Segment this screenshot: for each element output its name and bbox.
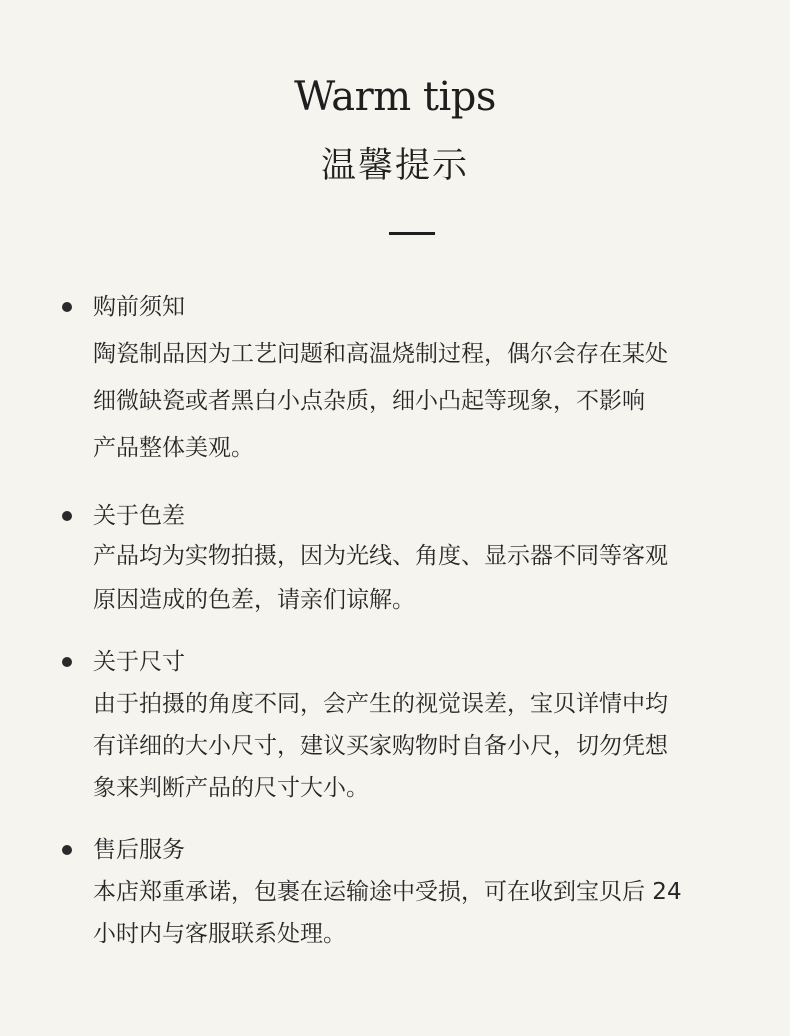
- section-text-line: 产品均为实物拍摄，因为光线、角度、显示器不同等客观: [93, 543, 668, 569]
- section-title: 关于色差: [93, 503, 185, 529]
- section-text-line: 细微缺瓷或者黑白小点杂质，细小凸起等现象，不影响: [93, 388, 645, 414]
- title-divider: [389, 232, 435, 235]
- page-title-english: Warm tips: [294, 74, 496, 120]
- section-title: 关于尺寸: [93, 649, 185, 675]
- section-text-line: 本店郑重承诺，包裹在运输途中受损，可在收到宝贝后 24: [93, 879, 682, 905]
- section-text-line: 陶瓷制品因为工艺问题和高温烧制过程，偶尔会存在某处: [93, 341, 668, 367]
- section-text-line: 象来判断产品的尺寸大小。: [93, 775, 369, 801]
- bullet-icon: [62, 511, 72, 521]
- section-title: 购前须知: [93, 294, 185, 320]
- bullet-icon: [62, 845, 72, 855]
- section-text-line: 原因造成的色差，请亲们谅解。: [93, 587, 415, 613]
- bullet-icon: [62, 302, 72, 312]
- bullet-icon: [62, 657, 72, 667]
- page-title-chinese: 温馨提示: [320, 146, 469, 186]
- section-text-line: 小时内与客服联系处理。: [93, 921, 346, 947]
- section-text-line: 由于拍摄的角度不同，会产生的视觉误差，宝贝详情中均: [93, 691, 668, 717]
- section-title: 售后服务: [93, 837, 185, 863]
- section-text-line: 产品整体美观。: [93, 435, 254, 461]
- section-text-line: 有详细的大小尺寸，建议买家购物时自备小尺，切勿凭想: [93, 733, 668, 759]
